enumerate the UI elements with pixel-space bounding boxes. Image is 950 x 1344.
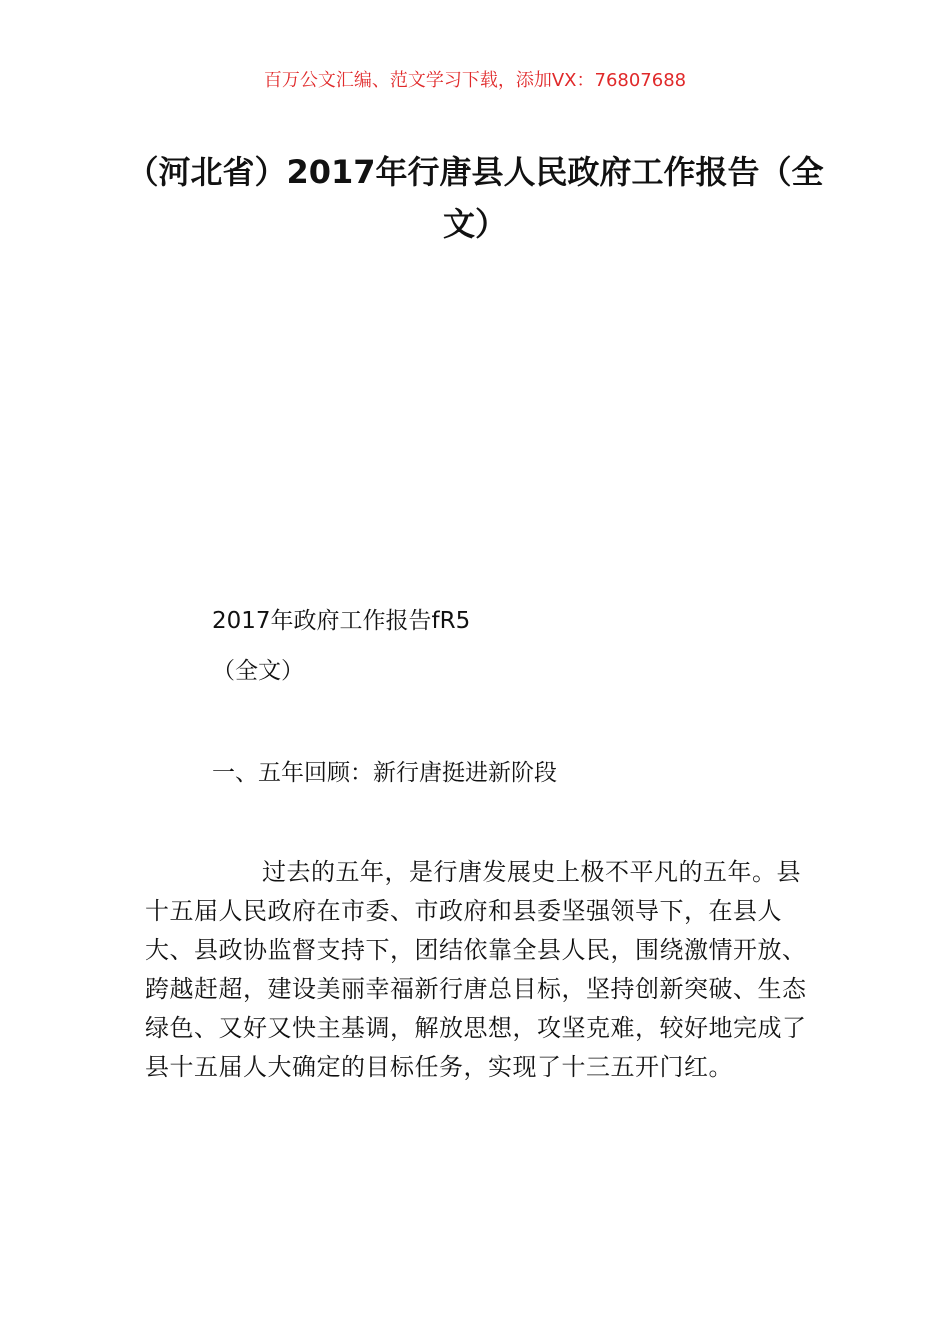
body-paragraph: 过去的五年，是行唐发展史上极不平凡的五年。县十五届人民政府在市委、市政府和县委坚强领导下，在县人大、县政协监督支持下，团结依靠全县人民，围绕激情开放、跨越赶超，建设美丽幸福新行唐总目标，坚持创新突破、生态绿色、又好又快主基调，解放思想，攻坚克难，较好地完成了县十五届人大确定的目标任务，实现了十三五开门红。 (145, 858, 807, 1081)
section-heading: 一、五年回顾：新行唐挺进新阶段 (212, 760, 557, 786)
header-watermark-note: 百万公文汇编、范文学习下载，添加VX：76807688 (263, 70, 687, 91)
report-subtitle-fulltext: （全文） (212, 658, 304, 684)
report-subtitle: 2017年政府工作报告fR5 (212, 608, 471, 634)
document-title: （河北省）2017年行唐县人民政府工作报告（全文） (126, 153, 824, 243)
